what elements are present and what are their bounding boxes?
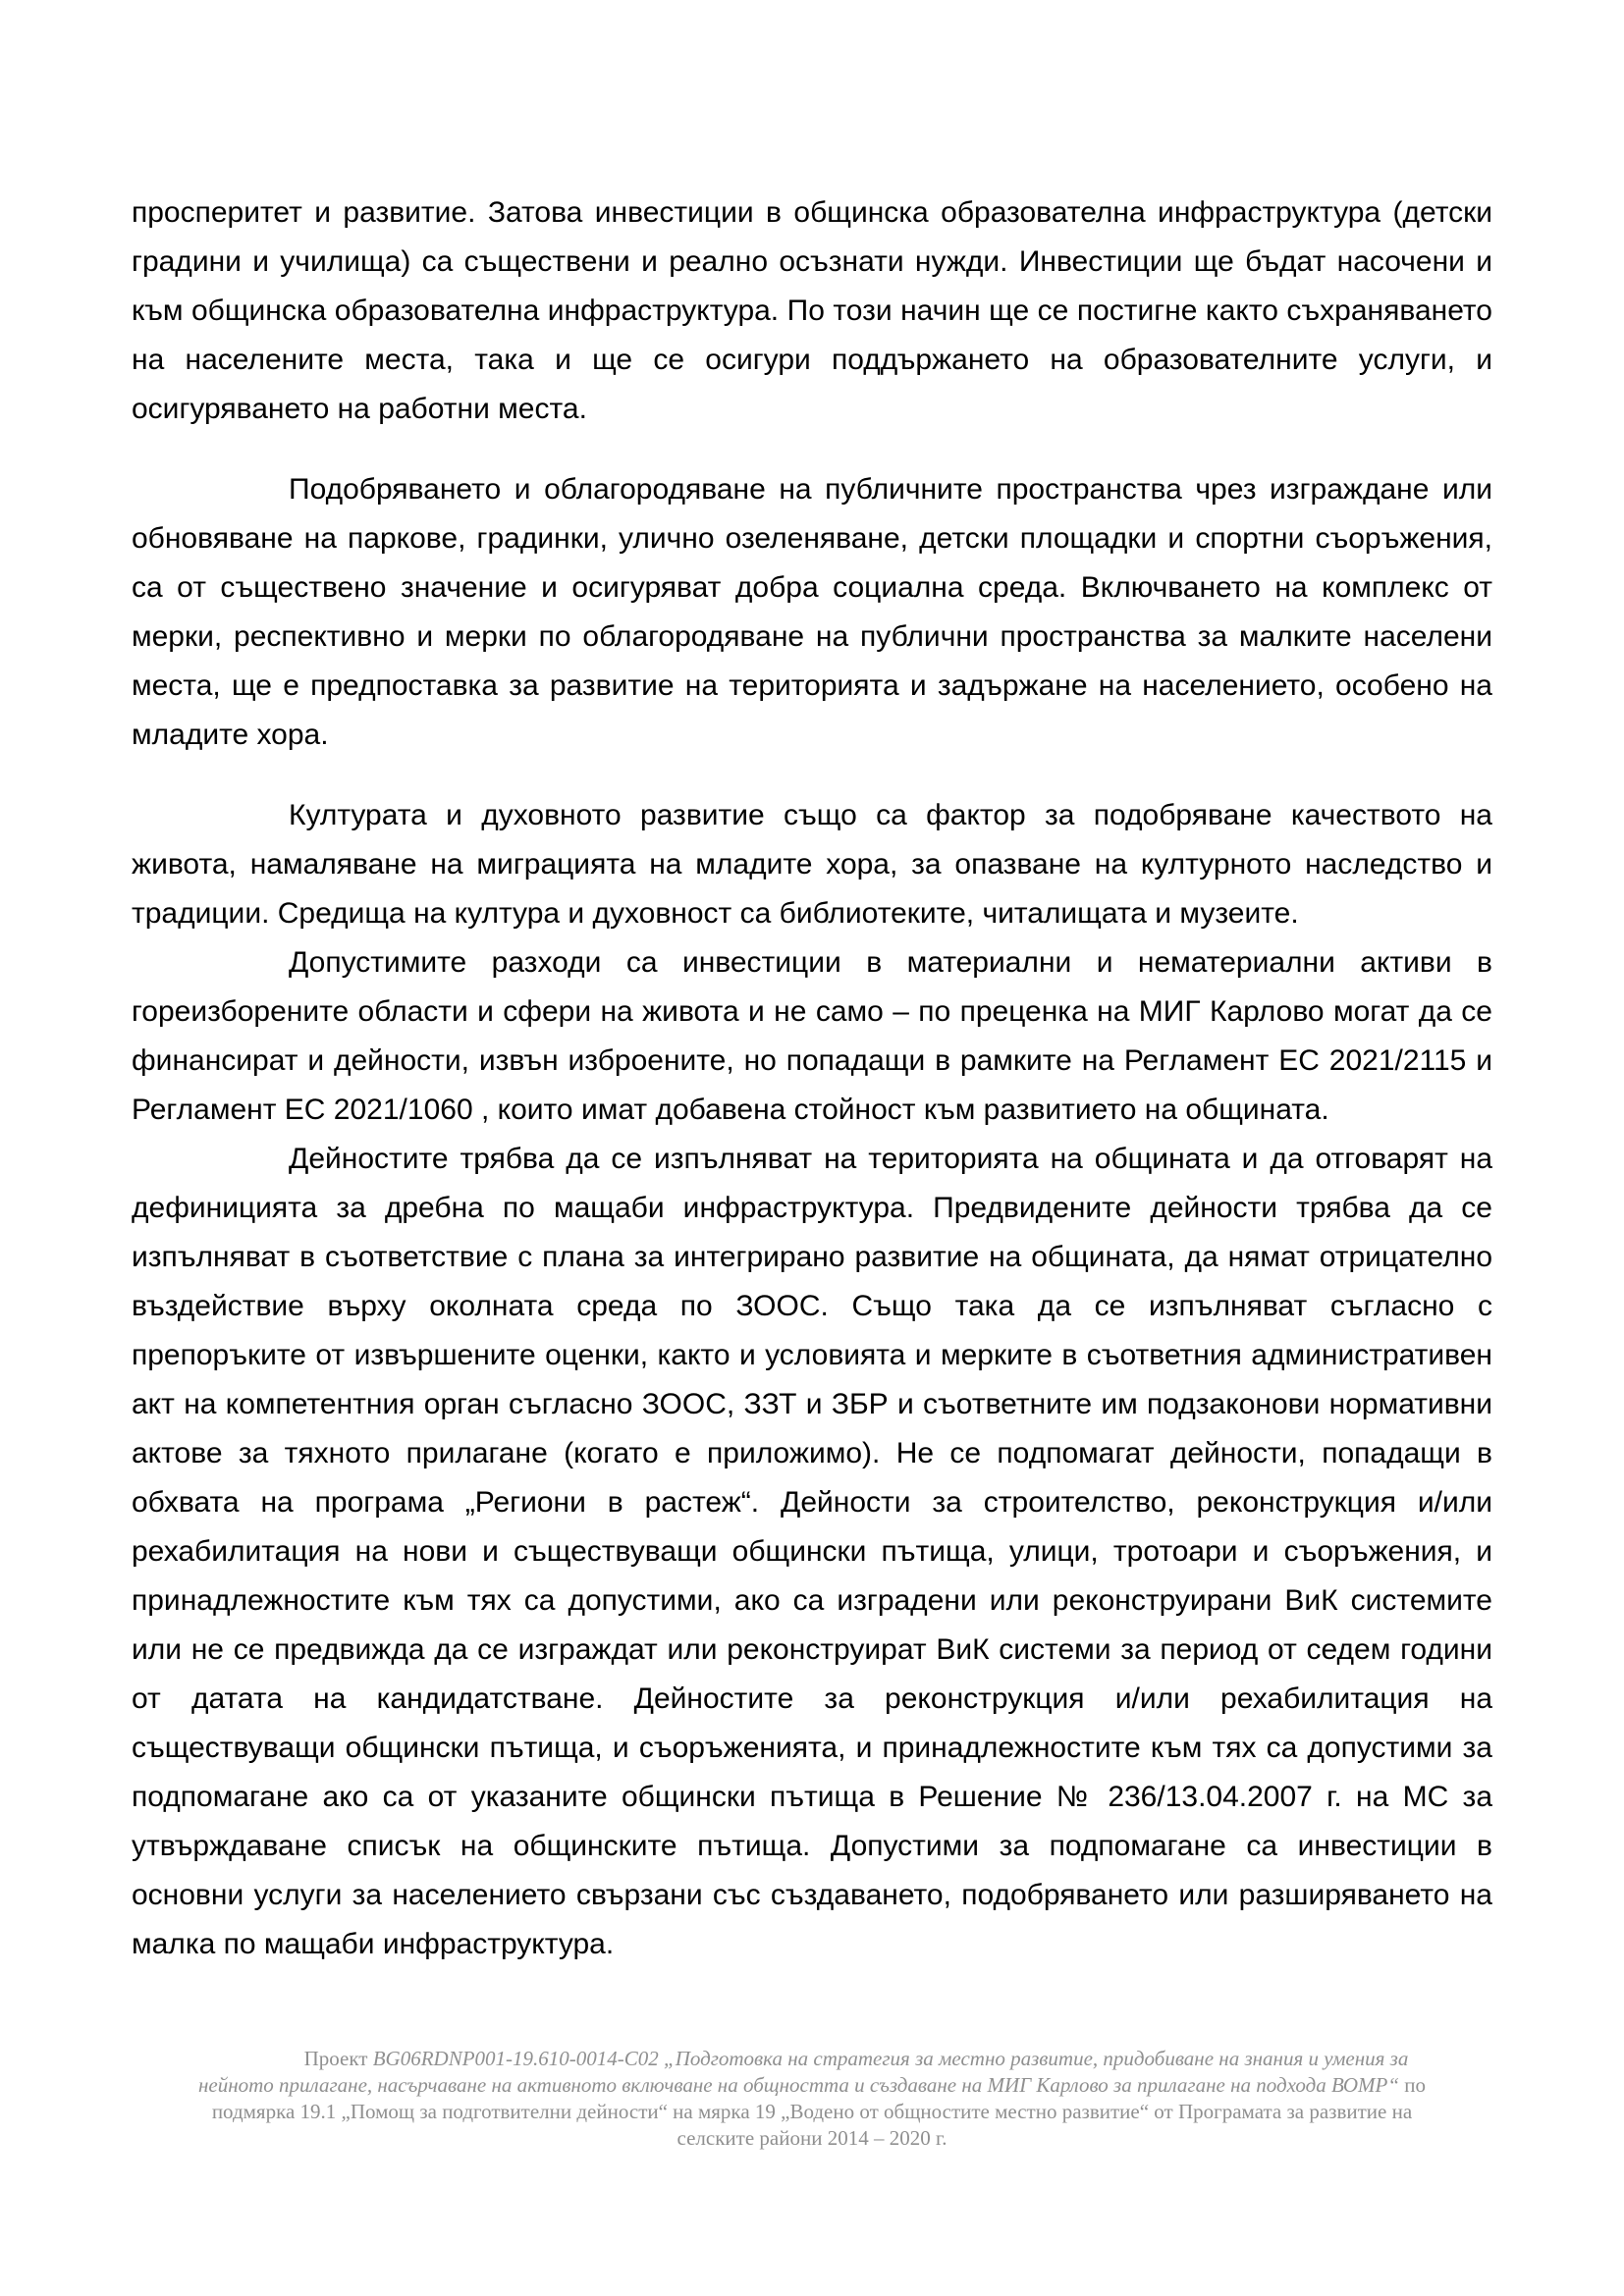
footer-project-code: BG06RDNP001-19.610-0014-C02 „Подготовка на стратегия за местно развитие, придобиване на знания и умения за xyxy=(372,2047,1409,2070)
paragraph: Допустимите разходи са инвестиции в материални и нематериални активи в гореизборените области и сфери на живота и не само – по преценка на МИГ Карлово могат да се финансират и дейности, извън изброените, но попадащи в рамките на Регламент ЕС 2021/2115 и Регламент ЕС 2021/1060 , които имат добавена стойност към развитието на общината. xyxy=(132,946,1492,1126)
footer-text: по xyxy=(1399,2073,1427,2097)
footer-line: подмярка 19.1 „Помощ за подготвителни дейности“ на мярка 19 „Водено от общностите местно развитие“ от Програмата за развитие на xyxy=(211,2100,1413,2123)
page-footer xyxy=(118,2046,1506,2152)
paragraph: Подобряването и облагородяване на публичните пространства чрез изграждане или обновяване на паркове, градинки, улично озеленяване, детски площадки и спортни съоръжения, са от съществено значение и осигуряват добра социална среда. Включването на комплекс от мерки, респективно и мерки по облагородяване на публични пространства за малките населени места, ще е предпоставка за развитие на територията и задържане на населението, особено на младите хора. xyxy=(132,473,1492,751)
paragraph: Дейностите трябва да се изпълняват на територията на общината и да отговарят на дефиницията за дребна по мащаби инфраструктура. Предвидените дейности трябва да се изпълняват в съответствие с плана за интегрирано развитие на общината, да нямат отрицателно въздействие върху околната среда по ЗООС. Също така да се изпълняват съгласно с препоръките от извършените оценки, както и условията и мерките в съответния административен акт на компетентния орган съгласно ЗООС, ЗЗТ и ЗБР и съответните им подзаконови нормативни актове за тяхното прилагане (когато е приложимо). Не се подпомагат дейности, попадащи в обхвата на програма „Региони в растеж“. Дейности за строителство, реконструкция и/или рехабилитация на нови и съществуващи общински пътища, улици, тротоари и съоръжения, и принадлежностите към тях са допустими, ако са изградени или реконструирани ВиК системите или не се предвижда да се изграждат или реконструират ВиК системи за период от седем години от датата на кандидатстване. Дейностите за реконструкция и/или рехабилитация на съществуващи общински пътища, и съоръженията, и принадлежностите към тях са допустими за подпомагане ако са от указаните общински пътища в Решение № 236/13.04.2007 г. на МС за утвърждаване списък на общинските пътища. Допустими за подпомагане са инвестиции в основни услуги за населението свързани със създаването, подобряването или разширяването на малка по мащаби инфраструктура. xyxy=(132,1143,1492,1960)
footer-project-label: Проект xyxy=(303,2047,373,2070)
footer-line xyxy=(118,2046,1506,2072)
document-body xyxy=(132,188,1492,1969)
paragraph: просперитет и развитие. Затова инвестиции в общинска образователна инфраструктура (детски градини и училища) са съществени и реално осъзнати нужди. Инвестиции ще бъдат насочени и към общинска образователна инфраструктура. По този начин ще се постигне както съхраняването на населените места, така и ще се осигури поддържането на образователните услуги, и осигуряването на работни места. xyxy=(132,196,1492,425)
paragraph: Културата и духовното развитие също са фактор за подобряване качеството на живота, намаляване на миграцията на младите хора, за опазване на културното наследство и традиции. Средища на култура и духовност са библиотеките, читалищата и музеите. xyxy=(132,799,1492,930)
footer-line: селските райони 2014 – 2020 г. xyxy=(677,2126,947,2150)
footer-line xyxy=(118,2072,1506,2099)
footer-project-title: нейното прилагане, насърчаване на активното включване на общността и създаване на МИГ Карлово за прилагане на подхода ВОМР“ xyxy=(197,2073,1400,2097)
